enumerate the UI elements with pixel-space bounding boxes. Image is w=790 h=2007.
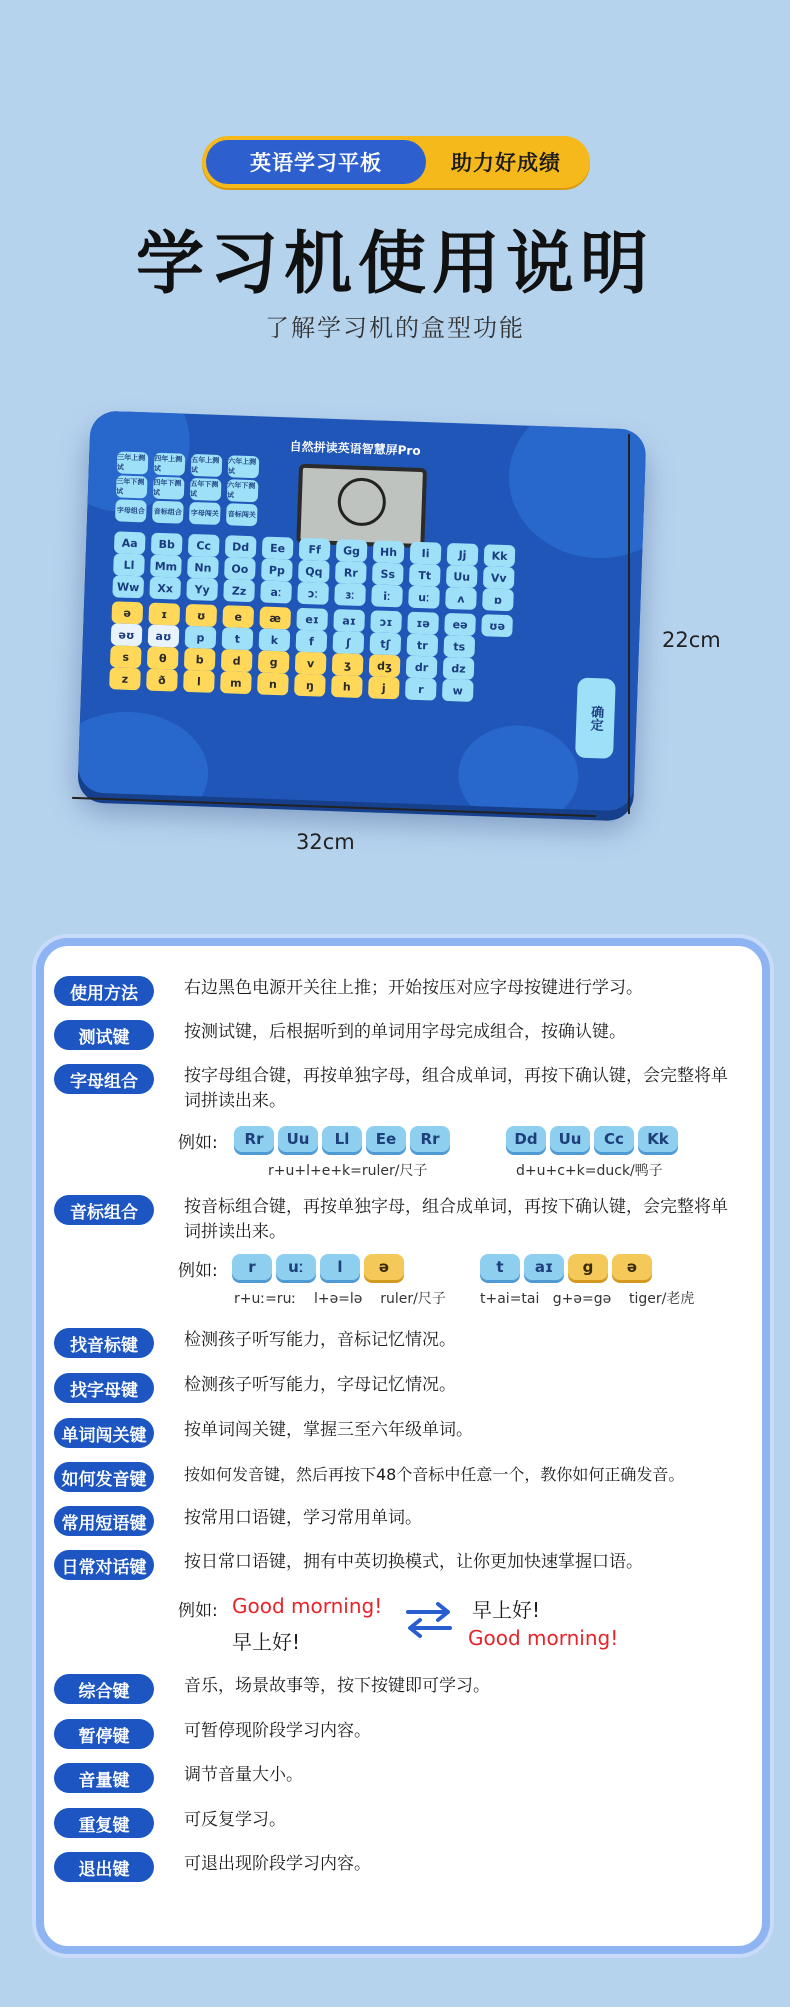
keypad-key: f (296, 630, 328, 653)
keypad-key: tʃ (369, 632, 401, 655)
keypad-key: 字母组合 (115, 499, 147, 522)
learning-tablet-illustration (78, 410, 647, 811)
example-key: Rr (234, 1126, 274, 1152)
keypad-key: dz (443, 657, 475, 680)
instruction-text: 右边黑色电源开关往上推；开始按压对应字母按键进行学习。 (184, 978, 643, 998)
keypad-key: ʒ (332, 653, 364, 676)
instruction-tag: 常用短语键 (54, 1506, 154, 1536)
example-key: ə (364, 1254, 404, 1280)
instruction-tag: 找字母键 (54, 1373, 154, 1403)
keypad-key: 音标组合 (152, 501, 184, 524)
keypad-key: ɔɪ (370, 610, 402, 633)
keypad-key: ŋ (294, 674, 326, 697)
keypad-key: ɪ (148, 603, 180, 626)
keypad-key: s (110, 645, 142, 668)
instruction-row (54, 1373, 744, 1403)
dialog-example-label: 例如: (178, 1601, 218, 1621)
instruction-text: 可暂停现阶段学习内容。 (184, 1721, 371, 1741)
keypad-key: Tt (409, 564, 441, 587)
keypad-key: g (258, 650, 290, 673)
keypad-key: ʃ (333, 631, 365, 654)
instruction-tag: 单词闯关键 (54, 1418, 154, 1448)
instruction-row (54, 1506, 744, 1536)
instruction-row (54, 1808, 744, 1838)
instruction-row (54, 1195, 744, 1245)
keypad-key: Ww (112, 575, 144, 598)
keypad-key: dr (406, 656, 438, 679)
instruction-tag: 综合键 (54, 1674, 154, 1704)
example-key: Rr (410, 1126, 450, 1152)
smiley-face-icon (337, 477, 387, 527)
keypad-key: Kk (484, 544, 516, 567)
keypad-key: 四年下测试 (153, 477, 185, 500)
example-key: l (320, 1254, 360, 1280)
keypad-key: z (109, 667, 141, 690)
keypad-key: aː (260, 580, 292, 603)
keypad-key: aɪ (333, 609, 365, 632)
switch-arrows-icon (404, 1598, 454, 1642)
instruction-text: 按日常口语键，拥有中英切换模式，让你更加快速掌握口语。 (184, 1552, 643, 1572)
instruction-text: 可退出现阶段学习内容。 (184, 1854, 371, 1874)
keypad-key: p (185, 626, 217, 649)
instruction-text: 音乐，场景故事等，按下按键即可学习。 (184, 1676, 490, 1696)
instruction-row (54, 1462, 744, 1492)
keypad-key: eɪ (296, 608, 328, 631)
instruction-row (54, 1064, 744, 1114)
example-key: Uu (550, 1126, 590, 1152)
keypad-key: b (184, 648, 216, 671)
instruction-row (54, 1328, 744, 1358)
instruction-text: 按单词闯关键，掌握三至六年级单词。 (184, 1420, 473, 1440)
keypad-key: n (257, 672, 289, 695)
keypad-key: h (331, 675, 363, 698)
instruction-text: 按常用口语键，学习常用单词。 (184, 1508, 422, 1528)
instruction-tag: 重复键 (54, 1808, 154, 1838)
keypad-key: æ (259, 606, 291, 629)
example-key: Dd (506, 1126, 546, 1152)
phonetic-example-label: 例如: (178, 1261, 218, 1281)
keypad-key: k (259, 628, 291, 651)
letter-keys-b (506, 1126, 682, 1152)
keypad-key: θ (147, 647, 179, 670)
badge-right: 助力好成绩 (451, 151, 561, 175)
instruction-row (54, 1674, 744, 1704)
keypad-key: ʌ (445, 587, 477, 610)
instruction-tag: 找音标键 (54, 1328, 154, 1358)
keypad-key: Zz (223, 579, 255, 602)
instruction-text: 按如何发音键，然后再按下48个音标中任意一个，教你如何正确发音。 (184, 1465, 685, 1484)
page-subtitle: 了解学习机的盒型功能 (265, 314, 525, 342)
keypad-key: t (222, 627, 254, 650)
dialog-en-2: Good morning! (468, 1626, 619, 1650)
phonetic-keys-b (480, 1254, 656, 1280)
keypad-key: Uu (446, 565, 478, 588)
keypad-key: m (220, 671, 252, 694)
example-key: ə (612, 1254, 652, 1280)
keypad-key: w (442, 679, 474, 702)
instruction-text: 检测孩子听写能力，字母记忆情况。 (184, 1375, 456, 1395)
keypad-key: Aa (114, 531, 146, 554)
letter-keys-a (234, 1126, 454, 1152)
keypad-key: Yy (186, 578, 218, 601)
example-key: r (232, 1254, 272, 1280)
example-key: Ee (366, 1126, 406, 1152)
keypad-key: tr (406, 634, 438, 657)
keypad-key: 三年下测试 (116, 475, 148, 498)
keypad-key: Ll (113, 553, 145, 576)
keypad-key: eə (444, 613, 476, 636)
instruction-tag: 暂停键 (54, 1719, 154, 1749)
keypad-key: v (295, 652, 327, 675)
phonetic-formula-b: t+ai=tai g+ə=gə tiger/老虎 (480, 1291, 695, 1307)
keypad-key: Bb (151, 533, 183, 556)
keypad-key: ts (443, 635, 475, 658)
instruction-text: 按音标组合键，再按单独字母，组合成单词，再按下确认键，会完整将单词拼读出来。 (184, 1197, 728, 1242)
keypad-key: ð (146, 669, 178, 692)
instruction-row (54, 1719, 744, 1749)
keypad-key: Qq (298, 560, 330, 583)
phonetic-keys-a (232, 1254, 408, 1280)
letter-example-label: 例如: (178, 1133, 218, 1153)
keypad-key: Gg (336, 539, 368, 562)
keypad-key: Hh (373, 540, 405, 563)
keypad-key: 字母闯关 (189, 502, 221, 525)
instruction-tag: 字母组合 (54, 1064, 154, 1094)
instruction-row (54, 1418, 744, 1448)
letter-formula-b: d+u+c+k=duck/鸭子 (516, 1163, 663, 1179)
instruction-tag: 如何发音键 (54, 1462, 154, 1492)
keypad-key: uː (408, 586, 440, 609)
instruction-tag: 测试键 (54, 1020, 154, 1050)
dialog-en-1: Good morning! (232, 1594, 383, 1618)
keypad-key: Ss (372, 562, 404, 585)
keypad-key: 六年上测试 (228, 455, 260, 478)
keypad-key: Pp (261, 558, 293, 581)
keypad-key: 五年下测试 (190, 478, 222, 501)
instruction-row (54, 976, 744, 1006)
example-key: aɪ (524, 1254, 564, 1280)
keypad-row (115, 499, 258, 526)
instruction-text: 可反复学习。 (184, 1810, 286, 1830)
keypad-key: Nn (187, 556, 219, 579)
keypad-key: ʊ (185, 604, 217, 627)
keypad-key: əʊ (111, 623, 143, 646)
dialog-cn-1: 早上好! (232, 1630, 301, 1654)
instruction-text: 调节音量大小。 (184, 1765, 303, 1785)
instruction-tag: 退出键 (54, 1852, 154, 1882)
header-badge (202, 136, 590, 188)
keypad-key: Rr (335, 561, 367, 584)
instruction-tag: 日常对话键 (54, 1550, 154, 1580)
example-key: Ll (322, 1126, 362, 1152)
example-key: Kk (638, 1126, 678, 1152)
keypad-key: Ii (410, 542, 442, 565)
keypad-key: 四年上测试 (154, 453, 186, 476)
keypad-key: aʊ (148, 625, 180, 648)
height-dimension-line (628, 434, 630, 814)
letter-formula-a: r+u+l+e+k=ruler/尺子 (268, 1163, 428, 1179)
instruction-tag: 使用方法 (54, 976, 154, 1006)
keypad-key: j (368, 676, 400, 699)
instruction-text: 检测孩子听写能力，音标记忆情况。 (184, 1330, 456, 1350)
instruction-tag: 音量键 (54, 1763, 154, 1793)
height-label: 22cm (662, 628, 721, 652)
example-key: Uu (278, 1126, 318, 1152)
instruction-row (54, 1550, 744, 1580)
keypad-key: d (221, 649, 253, 672)
keypad-key: ɪə (407, 612, 439, 635)
keypad-key: 五年上测试 (191, 454, 223, 477)
instruction-text: 按测试键，后根据听到的单词用字母完成组合，按确认键。 (184, 1022, 626, 1042)
keypad-key: Mm (150, 555, 182, 578)
keypad-key: e (222, 605, 254, 628)
confirm-key: 确定 (575, 678, 616, 759)
page-title: 学习机使用说明 (135, 225, 654, 304)
keypad-key: 音标闯关 (226, 503, 258, 526)
keypad-key: r (405, 678, 437, 701)
width-label: 32cm (296, 830, 355, 854)
keypad-key: Dd (225, 535, 257, 558)
example-key: Cc (594, 1126, 634, 1152)
keypad-key: Jj (447, 543, 479, 566)
keypad-key: ʊə (481, 614, 513, 637)
device-screen (296, 464, 427, 548)
instruction-row (54, 1020, 744, 1050)
device-brand: 自然拼读英语智慧屏Pro (289, 439, 421, 458)
example-key: t (480, 1254, 520, 1280)
keypad-key: 六年下测试 (227, 479, 259, 502)
keypad-key: ɜː (334, 583, 366, 606)
keypad-key: Cc (188, 534, 220, 557)
example-key: g (568, 1254, 608, 1280)
badge-left: 英语学习平板 (206, 140, 426, 184)
keypad-key: l (183, 670, 215, 693)
keypad-key: Ee (262, 536, 294, 559)
keypad-key: Oo (224, 557, 256, 580)
keypad-key: ɔː (297, 582, 329, 605)
example-key: uː (276, 1254, 316, 1280)
instruction-tag: 音标组合 (54, 1195, 154, 1225)
keypad-key: Xx (149, 577, 181, 600)
keypad-key: Ff (299, 538, 331, 561)
instruction-row (54, 1763, 744, 1793)
keypad-key: 三年上测试 (117, 451, 149, 474)
phonetic-formula-a: r+uː=ruː l+ə=lə ruler/尺子 (234, 1291, 446, 1307)
keypad-key: ɒ (482, 588, 514, 611)
keypad-key: dʒ (369, 654, 401, 677)
keypad-key: ə (111, 601, 143, 624)
instruction-text: 按字母组合键，再按单独字母，组合成单词，再按下确认键，会完整将单词拼读出来。 (184, 1066, 728, 1111)
keypad-key: iː (371, 584, 403, 607)
instruction-row (54, 1852, 744, 1882)
keypad-key: Vv (483, 566, 515, 589)
dialog-cn-2: 早上好! (472, 1598, 541, 1622)
